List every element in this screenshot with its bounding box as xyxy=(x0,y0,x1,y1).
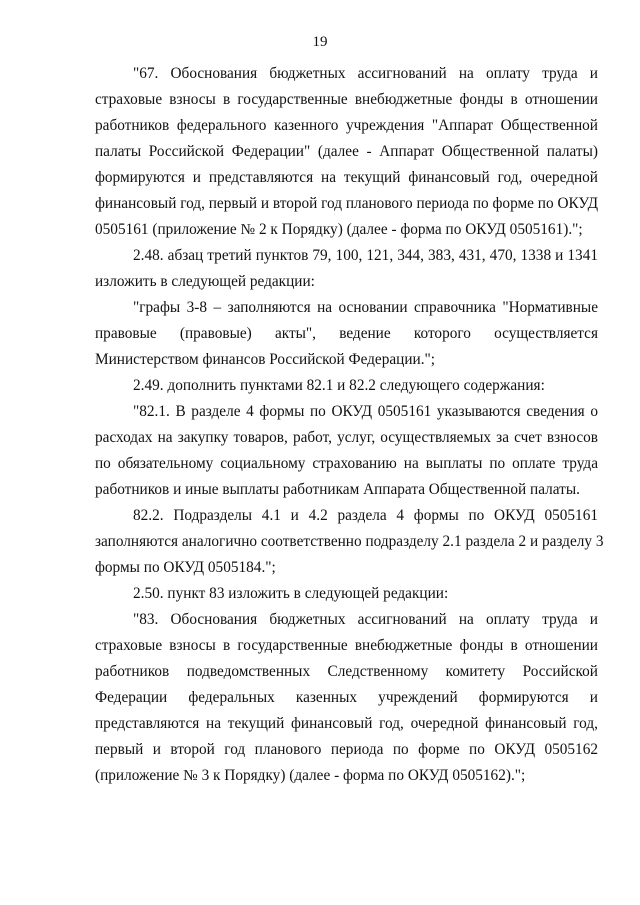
text-line: 2.48. абзац третий пунктов 79, 100, 121, 344, 383, 431, 470, 1338 и 1341 xyxy=(133,247,598,264)
text-line: правовые (правовые) акты", ведение которого осуществляется xyxy=(95,325,598,342)
text-line: страховые взносы в государственные внебюджетные фонды в отношении xyxy=(95,91,598,108)
text-line: страховые взносы в государственные внебюджетные фонды в отношении xyxy=(95,637,598,654)
text-line: Министерством финансов Российской Федерации."; xyxy=(95,351,436,368)
text-line: работников подведомственных Следственному комитету Российской xyxy=(95,663,598,680)
text-line: формируются и представляются на текущий финансовый год, очередной xyxy=(95,169,598,186)
text-line: по обязательному социальному страхованию на выплаты по оплате труда xyxy=(95,455,598,472)
text-line: (приложение № 3 к Порядку) (далее - форма по ОКУД 0505162)."; xyxy=(95,767,526,784)
text-line: расходах на закупку товаров, работ, услуг, осуществляемых за счет взносов xyxy=(95,429,598,446)
text-line: палаты Российской Федерации" (далее - Аппарат Общественной палаты) xyxy=(95,143,598,160)
text-line: 2.49. дополнить пунктами 82.1 и 82.2 следующего содержания: xyxy=(133,377,545,394)
text-line: "графы 3-8 – заполняются на основании справочника "Нормативные xyxy=(133,299,598,316)
text-line: Федерации федеральных казенных учреждений формируются и xyxy=(95,689,598,706)
text-line: работников и иные выплаты работникам Аппарата Общественной палаты. xyxy=(95,481,580,498)
text-line: "82.1. В разделе 4 формы по ОКУД 0505161 указываются сведения о xyxy=(133,403,598,420)
text-line: "67. Обоснования бюджетных ассигнований на оплату труда и xyxy=(133,65,598,82)
text-line: формы по ОКУД 0505184."; xyxy=(95,559,276,576)
text-line: финансовый год, первый и второй год планового периода по форме по ОКУД xyxy=(95,195,599,212)
text-line: 82.2. Подразделы 4.1 и 4.2 раздела 4 формы по ОКУД 0505161 xyxy=(133,507,598,524)
text-line: заполняются аналогично соответственно подразделу 2.1 раздела 2 и разделу 3 xyxy=(95,533,604,550)
text-line: представляются на текущий финансовый год, очередной финансовый год, xyxy=(95,715,598,732)
text-line: первый и второй год планового периода по форме по ОКУД 0505162 xyxy=(95,741,598,758)
text-line: 2.50. пункт 83 изложить в следующей редакции: xyxy=(133,585,449,602)
text-line: "83. Обоснования бюджетных ассигнований на оплату труда и xyxy=(133,611,598,628)
text-line: изложить в следующей редакции: xyxy=(95,273,315,290)
text-line: работников федерального казенного учреждения "Аппарат Общественной xyxy=(95,117,598,134)
text-line: 0505161 (приложение № 2 к Порядку) (далее - форма по ОКУД 0505161)."; xyxy=(95,221,583,238)
page-number: 19 xyxy=(312,34,328,50)
